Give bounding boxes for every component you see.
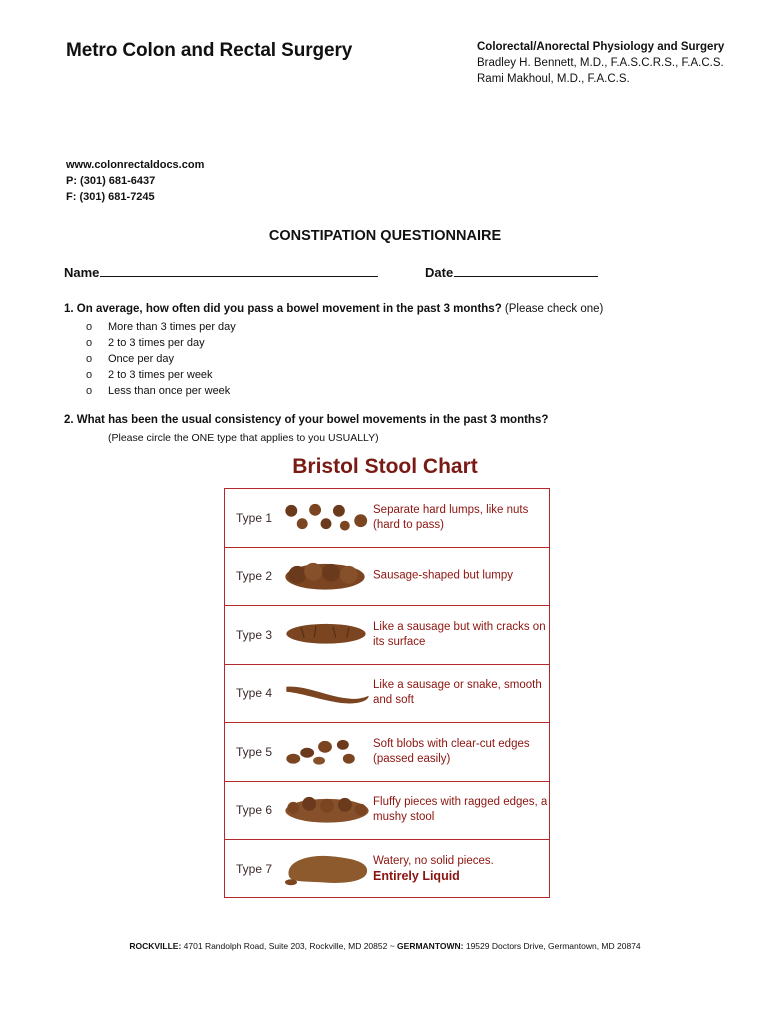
type-label: Type 7 [236,862,273,877]
name-field [64,264,378,280]
bristol-chart-title: Bristol Stool Chart [292,455,478,478]
checkbox-bullet[interactable]: o [86,321,93,333]
stool-type-2-illustration [281,548,371,606]
doctor-name: Bradley H. Bennett, M.D., F.A.S.C.R.S., F.A.C.S. [477,57,724,69]
question-1-options [86,319,236,399]
doctor-name: Rami Makhoul, M.D., F.A.C.S. [477,73,630,85]
chart-row-type-7[interactable] [225,840,549,899]
location-1-label: ROCKVILLE: [129,941,182,951]
type-label: Type 2 [236,569,273,584]
contact-block [66,157,204,205]
stool-type-3-illustration [281,606,371,664]
option-item[interactable] [86,319,236,335]
type-label: Type 4 [236,686,273,701]
chart-row-type-4[interactable] [225,665,549,724]
chart-row-type-2[interactable] [225,548,549,607]
question-2-text: 2. What has been the usual consistency of your bowel movements in the past 3 months? [64,414,549,426]
type-description: Soft blobs with clear-cut edges (passed easily) [373,737,530,765]
name-input-line[interactable] [100,264,378,277]
website-link[interactable]: www.colonrectaldocs.com [66,159,205,171]
footer-separator: ~ [389,941,395,951]
stool-type-7-illustration [281,840,371,899]
stool-type-5-illustration [281,723,371,781]
option-label: 2 to 3 times per day [108,337,205,349]
type-description: Separate hard lumps, like nuts (hard to pass) [373,503,529,531]
phone-number: P: (301) 681-6437 [66,175,156,187]
doctors-block [477,39,724,87]
type-label: Type 5 [236,744,273,759]
location-2-label: GERMANTOWN: [397,941,464,951]
question-1-note: (Please check one) [504,303,604,315]
stool-type-1-illustration [281,489,371,547]
checkbox-bullet[interactable]: o [86,369,93,381]
checkbox-bullet[interactable]: o [86,385,93,397]
type-label: Type 3 [236,627,273,642]
date-input-line[interactable] [454,264,598,277]
name-label: Name [64,265,100,280]
type-description [373,854,549,884]
type-description-emphasis: Entirely Liquid [373,869,460,884]
stool-type-4-illustration [281,665,371,723]
option-item[interactable] [86,367,236,383]
form-title: CONSTIPATION QUESTIONNAIRE [268,228,502,244]
option-label: More than 3 times per day [108,321,236,333]
type-label: Type 6 [236,803,273,818]
option-label: Less than once per week [108,385,231,397]
question-1-text: 1. On average, how often did you pass a bowel movement in the past 3 months? [64,303,502,315]
fax-number: F: (301) 681-7245 [66,191,155,203]
date-field [425,264,598,280]
question-1 [64,303,603,315]
footer-addresses [0,941,770,951]
option-item[interactable] [86,335,236,351]
location-1-address: 4701 Randolph Road, Suite 203, Rockville, MD 20852 [183,941,388,951]
date-label: Date [425,265,454,280]
type-description: Fluffy pieces with ragged edges, a mushy stool [373,796,548,824]
option-label: Once per day [108,353,175,365]
question-2-note: (Please circle the ONE type that applies to you USUALLY) [108,432,379,444]
type-description: Like a sausage but with cracks on its surface [373,620,546,648]
chart-row-type-6[interactable] [225,782,549,841]
bristol-stool-chart [224,488,550,898]
chart-row-type-5[interactable] [225,723,549,782]
location-2-address: 19529 Doctors Drive, Germantown, MD 20874 [465,941,641,951]
stool-type-6-illustration [281,782,371,840]
option-item[interactable] [86,351,236,367]
type-description: Sausage-shaped but lumpy [373,569,514,582]
option-item[interactable] [86,383,236,399]
department-label: Colorectal/Anorectal Physiology and Surgery [477,41,725,53]
practice-name: Metro Colon and Rectal Surgery [66,40,353,61]
chart-row-type-1[interactable] [225,489,549,548]
option-label: 2 to 3 times per week [108,369,213,381]
checkbox-bullet[interactable]: o [86,337,93,349]
checkbox-bullet[interactable]: o [86,353,93,365]
type-description-text: Watery, no solid pieces. [373,855,494,868]
chart-row-type-3[interactable] [225,606,549,665]
type-description: Like a sausage or snake, smooth and soft [373,679,542,707]
type-label: Type 1 [236,510,273,525]
